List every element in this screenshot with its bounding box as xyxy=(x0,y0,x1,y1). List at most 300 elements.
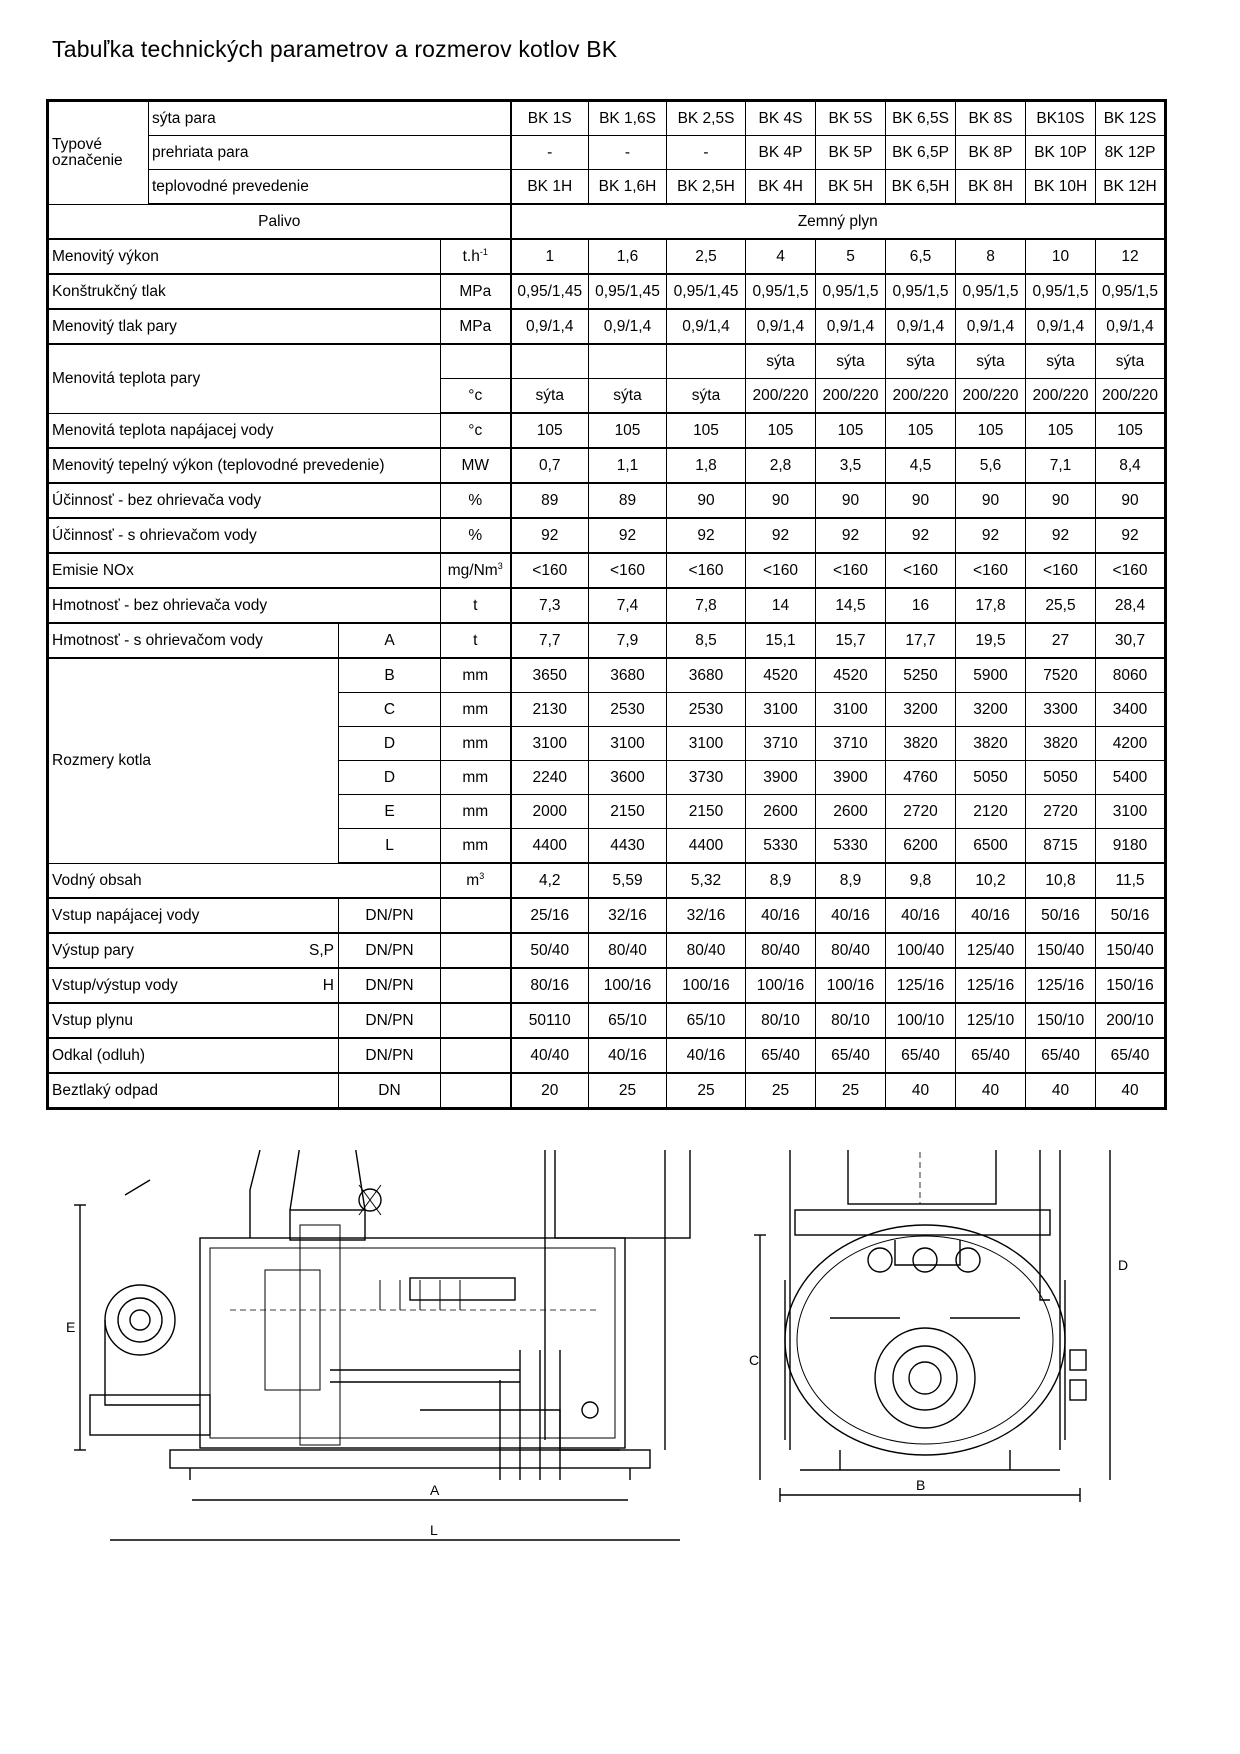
table-row xyxy=(48,483,1166,518)
variant-label: prehriata para xyxy=(149,136,511,170)
unit-cell: % xyxy=(441,518,511,553)
value-cell: 40/16 xyxy=(886,898,956,933)
unit-cell: MPa xyxy=(441,274,511,309)
value-cell: 90 xyxy=(746,483,816,518)
empty-cell xyxy=(441,968,511,1003)
table-row xyxy=(48,968,1166,1003)
value-cell: 65/40 xyxy=(1096,1038,1166,1073)
value-cell: 25 xyxy=(667,1073,746,1109)
value-cell: 105 xyxy=(1026,413,1096,448)
page-title: Tabuľka technických parametrov a rozmerov kotlov BK xyxy=(52,36,618,62)
value-cell: 6200 xyxy=(886,829,956,864)
empty-cell xyxy=(441,1003,511,1038)
value-cell: 105 xyxy=(816,413,886,448)
value-cell: 150/16 xyxy=(1096,968,1166,1003)
dim-label-E: E xyxy=(66,1319,76,1335)
connection-label: Vstup plynu xyxy=(52,1011,133,1029)
value-cell: 2150 xyxy=(589,795,667,829)
value-cell: 2,8 xyxy=(746,448,816,483)
param-label: Konštrukčný tlak xyxy=(48,274,441,309)
value-cell: 65/40 xyxy=(816,1038,886,1073)
value-cell: 105 xyxy=(511,413,589,448)
value-cell: 4430 xyxy=(589,829,667,864)
dimension-letter: C xyxy=(339,693,441,727)
value-cell: 25,5 xyxy=(1026,588,1096,623)
value-cell: 0,9/1,4 xyxy=(511,309,589,344)
unit-cell: DN/PN xyxy=(339,1038,441,1073)
value-cell: BK 6,5S xyxy=(886,101,956,136)
unit-cell: DN/PN xyxy=(339,898,441,933)
value-cell: BK 5H xyxy=(816,170,886,205)
value-cell: 8,9 xyxy=(816,863,886,898)
boiler-drawings xyxy=(0,1150,1240,1710)
connection-label: Vstup/výstup vody xyxy=(52,976,178,994)
unit-cell: mm xyxy=(441,829,511,864)
table-row xyxy=(48,204,1166,239)
fuel-value: Zemný plyn xyxy=(511,204,1166,239)
value-cell: 105 xyxy=(667,413,746,448)
value-cell: 5330 xyxy=(816,829,886,864)
value-cell: 125/10 xyxy=(956,1003,1026,1038)
value-cell: <160 xyxy=(816,553,886,588)
value-cell xyxy=(667,344,746,379)
value-cell: 50/16 xyxy=(1096,898,1166,933)
value-cell: 27 xyxy=(1026,623,1096,658)
value-cell: 50/16 xyxy=(1026,898,1096,933)
value-cell: 4200 xyxy=(1096,727,1166,761)
value-cell: sýta xyxy=(1096,344,1166,379)
value-cell: 8060 xyxy=(1096,658,1166,693)
value-cell: sýta xyxy=(746,344,816,379)
dim-label-A: A xyxy=(430,1482,440,1498)
unit-superscript: 3 xyxy=(479,871,485,882)
value-cell: 92 xyxy=(1026,518,1096,553)
value-cell: 5050 xyxy=(1026,761,1096,795)
connection-variant-tag: H xyxy=(322,976,334,994)
unit-cell: DN xyxy=(339,1073,441,1109)
value-cell: 5,59 xyxy=(589,863,667,898)
value-cell: 65/40 xyxy=(886,1038,956,1073)
param-label: Účinnosť - s ohrievačom vody xyxy=(48,518,441,553)
value-cell: 90 xyxy=(667,483,746,518)
value-cell: 40/16 xyxy=(746,898,816,933)
value-cell: <160 xyxy=(1096,553,1166,588)
unit-cell xyxy=(441,863,511,898)
value-cell: 150/40 xyxy=(1026,933,1096,968)
value-cell: 0,95/1,45 xyxy=(511,274,589,309)
value-cell: 89 xyxy=(511,483,589,518)
value-cell: 40/16 xyxy=(816,898,886,933)
value-cell: 5330 xyxy=(746,829,816,864)
unit-cell: DN/PN xyxy=(339,933,441,968)
param-label: Menovitý tlak pary xyxy=(48,309,441,344)
value-cell: 2130 xyxy=(511,693,589,727)
value-cell: 4,2 xyxy=(511,863,589,898)
value-cell: 200/220 xyxy=(956,379,1026,414)
value-cell: 90 xyxy=(1026,483,1096,518)
value-cell: - xyxy=(589,136,667,170)
table-row xyxy=(48,658,1166,693)
unit-cell: MW xyxy=(441,448,511,483)
value-cell: <160 xyxy=(746,553,816,588)
value-cell: 17,8 xyxy=(956,588,1026,623)
value-cell: 2530 xyxy=(589,693,667,727)
value-cell: 92 xyxy=(667,518,746,553)
value-cell: BK 1,6H xyxy=(589,170,667,205)
value-cell: 3820 xyxy=(956,727,1026,761)
connection-label: Odkal (odluh) xyxy=(52,1046,146,1064)
value-cell: 1,8 xyxy=(667,448,746,483)
value-cell: - xyxy=(511,136,589,170)
value-cell: 8,5 xyxy=(667,623,746,658)
value-cell: 0,7 xyxy=(511,448,589,483)
value-cell: 7,8 xyxy=(667,588,746,623)
value-cell: 80/40 xyxy=(746,933,816,968)
value-cell: 0,95/1,5 xyxy=(816,274,886,309)
value-cell: 100/16 xyxy=(589,968,667,1003)
value-cell: 2600 xyxy=(816,795,886,829)
value-cell: 4520 xyxy=(816,658,886,693)
value-cell: BK 10H xyxy=(1026,170,1096,205)
value-cell: 10 xyxy=(1026,239,1096,274)
empty-cell xyxy=(441,898,511,933)
value-cell: 5050 xyxy=(956,761,1026,795)
value-cell: 3600 xyxy=(589,761,667,795)
value-cell: 0,9/1,4 xyxy=(589,309,667,344)
unit-cell: °c xyxy=(441,379,511,414)
table-row xyxy=(48,309,1166,344)
dimension-letter: E xyxy=(339,795,441,829)
value-cell: 3100 xyxy=(511,727,589,761)
value-cell: 100/16 xyxy=(816,968,886,1003)
value-cell: sýta xyxy=(667,379,746,414)
param-label: Menovitý tepelný výkon (teplovodné prevedenie) xyxy=(48,448,441,483)
value-cell: 25 xyxy=(816,1073,886,1109)
value-cell: 5400 xyxy=(1096,761,1166,795)
value-cell: 17,7 xyxy=(886,623,956,658)
value-cell: - xyxy=(667,136,746,170)
param-label: Menovitá teplota pary xyxy=(48,344,441,413)
value-cell: BK 1,6S xyxy=(589,101,667,136)
table-row xyxy=(48,136,1166,170)
value-cell: 3710 xyxy=(816,727,886,761)
unit-cell xyxy=(441,239,511,274)
value-cell: 40 xyxy=(886,1073,956,1109)
value-cell: sýta xyxy=(816,344,886,379)
value-cell: 5900 xyxy=(956,658,1026,693)
value-cell: 92 xyxy=(816,518,886,553)
value-cell: 90 xyxy=(1096,483,1166,518)
unit-cell: t xyxy=(441,588,511,623)
value-cell: 8 xyxy=(956,239,1026,274)
boiler-side-view xyxy=(66,1150,690,1540)
value-cell: 1,1 xyxy=(589,448,667,483)
value-cell: BK 8S xyxy=(956,101,1026,136)
value-cell: <160 xyxy=(886,553,956,588)
table-row xyxy=(48,863,1166,898)
table-row xyxy=(48,1003,1166,1038)
value-cell: 3820 xyxy=(886,727,956,761)
unit-text: t.h xyxy=(462,248,480,266)
value-cell xyxy=(511,344,589,379)
connection-variant-tag: S,P xyxy=(309,941,334,959)
value-cell: 7,9 xyxy=(589,623,667,658)
dim-label-B: B xyxy=(916,1477,926,1493)
value-cell: 5,6 xyxy=(956,448,1026,483)
value-cell: 1 xyxy=(511,239,589,274)
unit-superscript: 3 xyxy=(497,561,503,572)
unit-cell: DN/PN xyxy=(339,1003,441,1038)
dimension-letter: D xyxy=(339,727,441,761)
value-cell: 3820 xyxy=(1026,727,1096,761)
technical-parameters-table xyxy=(46,99,1167,1110)
value-cell: 6,5 xyxy=(886,239,956,274)
value-cell xyxy=(589,344,667,379)
unit-cell: t xyxy=(441,623,511,658)
value-cell: sýta xyxy=(511,379,589,414)
value-cell: 3680 xyxy=(589,658,667,693)
value-cell: 50110 xyxy=(511,1003,589,1038)
param-label: Hmotnosť - s ohrievačom vody xyxy=(48,623,339,658)
value-cell: 65/10 xyxy=(667,1003,746,1038)
value-cell: 0,9/1,4 xyxy=(1026,309,1096,344)
param-label: Emisie NOx xyxy=(48,553,441,588)
value-cell: sýta xyxy=(1026,344,1096,379)
value-cell: 7,7 xyxy=(511,623,589,658)
value-cell: 0,95/1,5 xyxy=(886,274,956,309)
value-cell: 100/16 xyxy=(746,968,816,1003)
unit-cell: mm xyxy=(441,658,511,693)
value-cell: sýta xyxy=(956,344,1026,379)
value-cell: 65/10 xyxy=(589,1003,667,1038)
value-cell: 90 xyxy=(956,483,1026,518)
value-cell: 2720 xyxy=(886,795,956,829)
value-cell: 200/220 xyxy=(1096,379,1166,414)
fuel-label: Palivo xyxy=(48,204,511,239)
value-cell: 92 xyxy=(746,518,816,553)
value-cell: 125/16 xyxy=(1026,968,1096,1003)
value-cell: 20 xyxy=(511,1073,589,1109)
value-cell: 90 xyxy=(816,483,886,518)
value-cell: 100/10 xyxy=(886,1003,956,1038)
value-cell: 4400 xyxy=(667,829,746,864)
value-cell: 125/16 xyxy=(956,968,1026,1003)
value-cell: BK 10P xyxy=(1026,136,1096,170)
value-cell: 125/16 xyxy=(886,968,956,1003)
table-row xyxy=(48,274,1166,309)
value-cell: 40/16 xyxy=(956,898,1026,933)
value-cell: BK10S xyxy=(1026,101,1096,136)
value-cell: BK 12H xyxy=(1096,170,1166,205)
value-cell: 5250 xyxy=(886,658,956,693)
value-cell: 32/16 xyxy=(589,898,667,933)
value-cell: 2530 xyxy=(667,693,746,727)
value-cell: 4400 xyxy=(511,829,589,864)
table-row xyxy=(48,101,1166,136)
value-cell: 200/220 xyxy=(1026,379,1096,414)
value-cell: 9,8 xyxy=(886,863,956,898)
value-cell: 25/16 xyxy=(511,898,589,933)
value-cell: 65/40 xyxy=(1026,1038,1096,1073)
value-cell: BK 6,5P xyxy=(886,136,956,170)
value-cell: 7,3 xyxy=(511,588,589,623)
value-cell: 80/40 xyxy=(816,933,886,968)
unit-cell: mm xyxy=(441,795,511,829)
value-cell: BK 8P xyxy=(956,136,1026,170)
param-label: Hmotnosť - bez ohrievača vody xyxy=(48,588,441,623)
value-cell: BK 4P xyxy=(746,136,816,170)
value-cell: 40/16 xyxy=(667,1038,746,1073)
unit-cell: MPa xyxy=(441,309,511,344)
value-cell: 3200 xyxy=(956,693,1026,727)
value-cell: 200/220 xyxy=(886,379,956,414)
value-cell: 3710 xyxy=(746,727,816,761)
unit-cell xyxy=(441,344,511,379)
value-cell: 40 xyxy=(1096,1073,1166,1109)
value-cell: 3200 xyxy=(886,693,956,727)
value-cell: 6500 xyxy=(956,829,1026,864)
value-cell: BK 2,5S xyxy=(667,101,746,136)
table-row xyxy=(48,344,1166,379)
value-cell: 80/10 xyxy=(746,1003,816,1038)
value-cell: 8K 12P xyxy=(1096,136,1166,170)
value-cell: 3,5 xyxy=(816,448,886,483)
value-cell: 92 xyxy=(1096,518,1166,553)
value-cell: 0,95/1,5 xyxy=(746,274,816,309)
value-cell: 30,7 xyxy=(1096,623,1166,658)
table-row xyxy=(48,898,1166,933)
table-row xyxy=(48,413,1166,448)
value-cell: 16 xyxy=(886,588,956,623)
value-cell: 3400 xyxy=(1096,693,1166,727)
value-cell: 150/10 xyxy=(1026,1003,1096,1038)
table-row xyxy=(48,448,1166,483)
value-cell: 40/16 xyxy=(589,1038,667,1073)
dim-label-C: C xyxy=(749,1352,760,1368)
value-cell: 150/40 xyxy=(1096,933,1166,968)
table-row xyxy=(48,553,1166,588)
value-cell: 28,4 xyxy=(1096,588,1166,623)
table-row xyxy=(48,588,1166,623)
value-cell: 0,95/1,5 xyxy=(956,274,1026,309)
value-cell: 0,9/1,4 xyxy=(746,309,816,344)
value-cell: 4 xyxy=(746,239,816,274)
param-label: Vodný obsah xyxy=(48,863,441,898)
value-cell: <160 xyxy=(1026,553,1096,588)
value-cell: <160 xyxy=(511,553,589,588)
value-cell: 40 xyxy=(1026,1073,1096,1109)
value-cell: 92 xyxy=(956,518,1026,553)
value-cell: 65/40 xyxy=(956,1038,1026,1073)
connection-label: Výstup pary xyxy=(52,941,134,959)
table-row xyxy=(48,1038,1166,1073)
value-cell: 0,95/1,5 xyxy=(1026,274,1096,309)
value-cell: 3650 xyxy=(511,658,589,693)
table-row xyxy=(48,239,1166,274)
value-cell: BK 2,5H xyxy=(667,170,746,205)
value-cell: 9180 xyxy=(1096,829,1166,864)
value-cell: 80/40 xyxy=(667,933,746,968)
dim-label-D: D xyxy=(1118,1257,1129,1273)
value-cell: 92 xyxy=(886,518,956,553)
value-cell: 105 xyxy=(589,413,667,448)
value-cell: 3100 xyxy=(816,693,886,727)
connection-label: Beztlaký odpad xyxy=(52,1081,158,1099)
unit-cell: °c xyxy=(441,413,511,448)
value-cell: 2150 xyxy=(667,795,746,829)
value-cell: 125/40 xyxy=(956,933,1026,968)
value-cell: 40 xyxy=(956,1073,1026,1109)
param-label xyxy=(48,968,339,1003)
value-cell: 2120 xyxy=(956,795,1026,829)
dimension-letter: A xyxy=(339,623,441,658)
value-cell: 89 xyxy=(589,483,667,518)
value-cell: 3730 xyxy=(667,761,746,795)
unit-cell: mm xyxy=(441,727,511,761)
param-label xyxy=(48,933,339,968)
value-cell: 200/220 xyxy=(816,379,886,414)
value-cell: 65/40 xyxy=(746,1038,816,1073)
dim-label-L: L xyxy=(430,1522,438,1538)
value-cell: 100/40 xyxy=(886,933,956,968)
empty-cell xyxy=(441,1073,511,1109)
value-cell: 25 xyxy=(589,1073,667,1109)
value-cell: 4,5 xyxy=(886,448,956,483)
value-cell: 80/10 xyxy=(816,1003,886,1038)
value-cell: 11,5 xyxy=(1096,863,1166,898)
value-cell: 1,6 xyxy=(589,239,667,274)
empty-cell xyxy=(441,1038,511,1073)
value-cell: 3100 xyxy=(1096,795,1166,829)
value-cell: 40/40 xyxy=(511,1038,589,1073)
value-cell: 90 xyxy=(886,483,956,518)
value-cell: 2600 xyxy=(746,795,816,829)
param-label xyxy=(48,1003,339,1038)
dimension-letter: D xyxy=(339,761,441,795)
connection-label: Vstup napájacej vody xyxy=(52,906,200,924)
dimension-letter: L xyxy=(339,829,441,864)
param-label xyxy=(48,1038,339,1073)
boiler-front-view xyxy=(749,1150,1128,1502)
value-cell: 105 xyxy=(886,413,956,448)
unit-cell: mm xyxy=(441,761,511,795)
value-cell: <160 xyxy=(667,553,746,588)
value-cell: <160 xyxy=(956,553,1026,588)
value-cell: 0,9/1,4 xyxy=(816,309,886,344)
unit-superscript: -1 xyxy=(479,247,488,258)
value-cell: 0,9/1,4 xyxy=(956,309,1026,344)
value-cell: 105 xyxy=(956,413,1026,448)
param-label: Menovitý výkon xyxy=(48,239,441,274)
value-cell: 0,95/1,45 xyxy=(589,274,667,309)
value-cell: 5,32 xyxy=(667,863,746,898)
variant-label: sýta para xyxy=(149,101,511,136)
value-cell: 8,4 xyxy=(1096,448,1166,483)
value-cell: 0,9/1,4 xyxy=(886,309,956,344)
value-cell: 2000 xyxy=(511,795,589,829)
table-row xyxy=(48,518,1166,553)
value-cell: 19,5 xyxy=(956,623,1026,658)
value-cell: BK 12S xyxy=(1096,101,1166,136)
value-cell: BK 5P xyxy=(816,136,886,170)
value-cell: 200/220 xyxy=(746,379,816,414)
value-cell: 3100 xyxy=(667,727,746,761)
table-row xyxy=(48,623,1166,658)
value-cell: 15,1 xyxy=(746,623,816,658)
param-label: Menovitá teplota napájacej vody xyxy=(48,413,441,448)
value-cell: 10,8 xyxy=(1026,863,1096,898)
value-cell: 3100 xyxy=(746,693,816,727)
